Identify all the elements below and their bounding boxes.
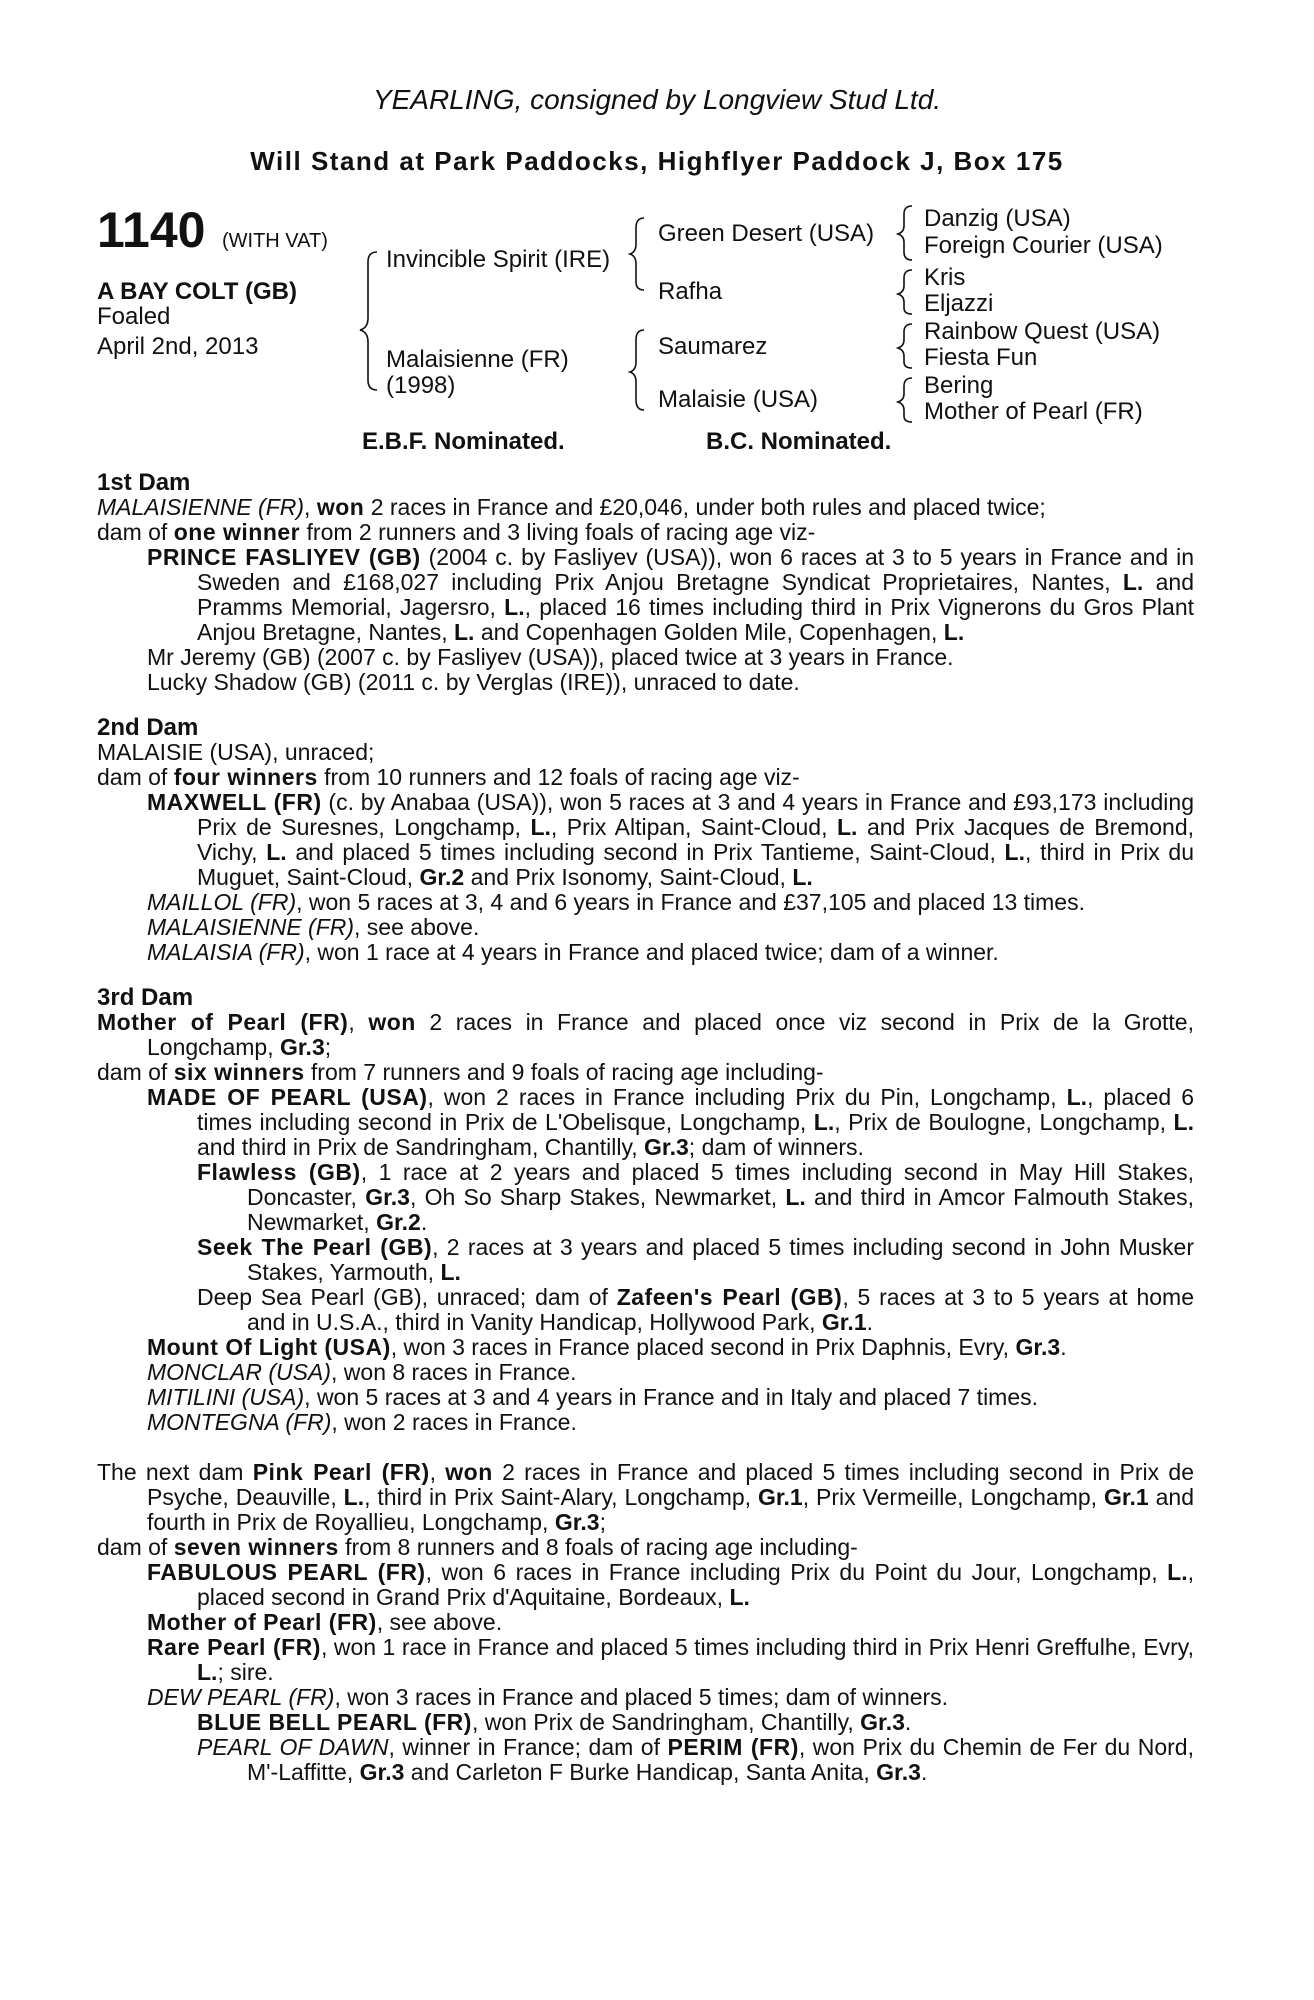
ancestor-sss: Danzig (USA) <box>924 205 1071 232</box>
produce-entry: PRINCE FASLIYEV (GB) (2004 c. by Fasliyev (USA)), won 6 races at 3 to 5 years in France and in Sweden and £168,027 including Prix Anjou Bretagne Syndicat Proprietaires, Nantes, L. and Pramms Memorial, Jagersro, L., placed 16 times including third in Prix Vignerons du Gros Plant Anjou Bretagne, Nantes, L. and Copenhagen Golden Mile, Copenhagen, L. <box>147 544 1195 645</box>
first-dam-produce-intro: dam of one winner from 2 runners and 3 living foals of racing age viz- <box>97 519 816 545</box>
lot-description: A BAY COLT (GB) <box>97 278 298 305</box>
produce-entry: Mr Jeremy (GB) (2007 c. by Fasliyev (USA)), placed twice at 3 years in France. <box>147 644 954 670</box>
foaled-label: Foaled <box>97 303 171 330</box>
ancestor-sdd: Eljazzi <box>924 290 994 317</box>
produce-entry: BLUE BELL PEARL (FR), won Prix de Sandringham, Chantilly, Gr.3. <box>197 1709 912 1735</box>
produce-entry: MADE OF PEARL (USA), won 2 races in France including Prix du Pin, Longchamp, L., placed 6 times including second in Prix de L'Obelisque, Longchamp, L., Prix de Boulogne, Longchamp, L. and third in Prix de Sandringham, Chantilly, Gr.3; dam of winners. <box>147 1084 1194 1160</box>
pedigree-notes <box>97 470 1194 1785</box>
produce-entry: Rare Pearl (FR), won 1 race in France and placed 5 times including third in Prix Henri Greffulhe, Evry, L.; sire. <box>147 1634 1194 1685</box>
ancestor-sds: Kris <box>924 264 966 291</box>
third-dam-produce-intro: dam of six winners from 7 runners and 9 foals of racing age including- <box>97 1059 824 1085</box>
produce-entry: MALAISIENNE (FR), see above. <box>147 914 480 940</box>
produce-entry: Deep Sea Pearl (GB), unraced; dam of Zafeen's Pearl (GB), 5 races at 3 to 5 years at home and in U.S.A., third in Vanity Handicap, Hollywood Park, Gr.1. <box>197 1284 1195 1335</box>
produce-entry: Mother of Pearl (FR), see above. <box>147 1609 503 1635</box>
produce-entry: MAXWELL (FR) (c. by Anabaa (USA)), won 5 races at 3 and 4 years in France and £93,173 including Prix de Suresnes, Longchamp, L., Prix Altipan, Saint-Cloud, L. and Prix Jacques de Bremond, Vichy, L. and placed 5 times including second in Prix Tantieme, Saint-Cloud, L., third in Prix du Muguet, Saint-Cloud, Gr.2 and Prix Isonomy, Saint-Cloud, L. <box>147 789 1195 890</box>
first-dam-title: 1st Dam <box>97 469 191 496</box>
second-dam-text: MALAISIE (USA), unraced; <box>97 739 375 765</box>
next-dam-text: The next dam Pink Pearl (FR), won 2 races in France and placed 5 times including second in Prix de Psyche, Deauville, L., third in Prix Saint-Alary, Longchamp, Gr.1, Prix Vermeille, Longchamp, Gr.1 and fourth in Prix de Royallieu, Longchamp, Gr.3; <box>97 1459 1195 1535</box>
vat-note: (WITH VAT) <box>222 230 328 252</box>
foaled-date: April 2nd, 2013 <box>97 333 259 360</box>
ancestor-ddd: Mother of Pearl (FR) <box>924 398 1143 425</box>
ancestor-dss: Rainbow Quest (USA) <box>924 318 1161 345</box>
produce-entry: DEW PEARL (FR), won 3 races in France and placed 5 times; dam of winners. <box>147 1684 949 1710</box>
ancestor-dsd: Fiesta Fun <box>924 344 1038 371</box>
dam-dam: Malaisie (USA) <box>658 386 819 413</box>
ebf-nominated: E.B.F. Nominated. <box>362 428 565 455</box>
produce-entry: Flawless (GB), 1 race at 2 years and placed 5 times including second in May Hill Stakes, Doncaster, Gr.3, Oh So Sharp Stakes, Newmarket, L. and third in Amcor Falmouth Stakes, Newmarket, Gr.2. <box>197 1159 1194 1235</box>
second-dam-produce-intro: dam of four winners from 10 runners and 12 foals of racing age viz- <box>97 764 800 790</box>
foaled-info <box>97 302 258 362</box>
produce-entry: Mount Of Light (USA), won 3 races in France placed second in Prix Daphnis, Evry, Gr.3. <box>147 1334 1067 1360</box>
dam-name: Malaisienne (FR) <box>386 346 569 373</box>
produce-entry: FABULOUS PEARL (FR), won 6 races in France including Prix du Point du Jour, Longchamp, L., placed second in Grand Prix d'Aquitaine, Bordeaux, L. <box>147 1559 1194 1610</box>
produce-entry: PEARL OF DAWN, winner in France; dam of PERIM (FR), won Prix du Chemin de Fer du Nord, M'-Laffitte, Gr.3 and Carleton F Burke Handicap, Santa Anita, Gr.3. <box>197 1734 1194 1785</box>
consignor-heading: YEARLING, consigned by Longview Stud Ltd. <box>372 84 942 115</box>
produce-entry: MONTEGNA (FR), won 2 races in France. <box>147 1409 577 1435</box>
produce-entry: Seek The Pearl (GB), 2 races at 3 years and placed 5 times including second in John Musker Stakes, Yarmouth, L. <box>197 1234 1195 1285</box>
third-dam-title: 3rd Dam <box>97 984 194 1011</box>
produce-entry: MAILLOL (FR), won 5 races at 3, 4 and 6 years in France and £37,105 and placed 13 times. <box>147 889 1085 915</box>
second-dam-title: 2nd Dam <box>97 714 199 741</box>
ancestor-dds: Bering <box>924 372 994 399</box>
sire-name: Invincible Spirit (IRE) <box>386 246 611 273</box>
produce-entry: MITILINI (USA), won 5 races at 3 and 4 years in France and in Italy and placed 7 times. <box>147 1384 1039 1410</box>
bc-nominated: B.C. Nominated. <box>706 428 892 455</box>
lot-number: 1140 <box>97 202 206 258</box>
dam-year: (1998) <box>386 372 456 399</box>
next-dam-produce-intro: dam of seven winners from 8 runners and 8 foals of racing age including- <box>97 1534 858 1560</box>
third-dam-text: Mother of Pearl (FR), won 2 races in France and placed once viz second in Prix de la Grotte, Longchamp, Gr.3; <box>97 1009 1194 1060</box>
produce-entry: Lucky Shadow (GB) (2011 c. by Verglas (IRE)), unraced to date. <box>147 669 800 695</box>
produce-entry: MONCLAR (USA), won 8 races in France. <box>147 1359 577 1385</box>
sire-dam: Rafha <box>658 278 723 305</box>
first-dam-text: MALAISIENNE (FR), won 2 races in France and £20,046, under both rules and placed twice; <box>97 494 1046 520</box>
sire-sire: Green Desert (USA) <box>658 220 875 247</box>
produce-entry: MALAISIA (FR), won 1 race at 4 years in France and placed twice; dam of a winner. <box>147 939 999 965</box>
ancestor-ssd: Foreign Courier (USA) <box>924 232 1163 259</box>
dam-sire: Saumarez <box>658 333 768 360</box>
location-heading: Will Stand at Park Paddocks, Highflyer Paddock J, Box 175 <box>250 146 1064 176</box>
